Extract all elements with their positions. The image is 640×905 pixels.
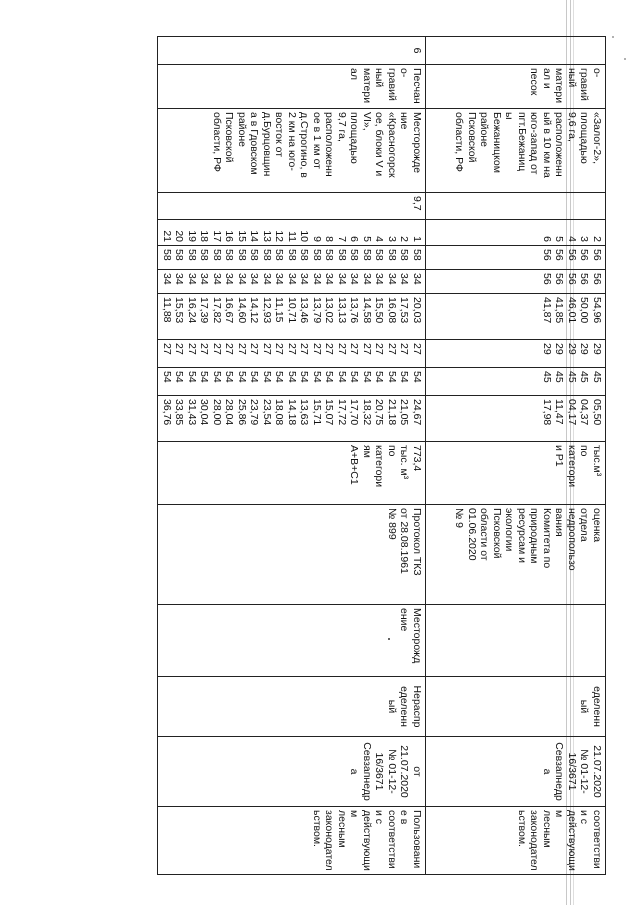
coordinate-value: 58	[261, 249, 273, 261]
coordinate-value: 54	[223, 371, 236, 383]
coordinate-value: 27	[323, 343, 336, 355]
coordinate-value: 56	[578, 249, 591, 261]
coordinate-value: 13,13	[336, 297, 348, 324]
lon-min-cell	[426, 368, 606, 396]
coordinate-value: 34	[273, 273, 286, 285]
coordinate-value: 9	[311, 236, 323, 242]
area-cell: 9,7	[158, 193, 426, 220]
coordinate-value: 58	[398, 249, 411, 261]
coordinate-value: 58	[161, 249, 173, 261]
coordinate-value: 34	[173, 273, 186, 285]
reserves-cell: тыс.м³ по категори и Р1	[426, 442, 606, 505]
lat-min-cell	[158, 270, 426, 294]
use-cell: соответствии с действующим лесным законодательством.	[426, 807, 606, 875]
coordinate-value: 27	[298, 343, 311, 355]
coordinate-value: 17,98	[541, 399, 553, 426]
lon-deg-cell	[426, 340, 606, 368]
coordinate-value: 54	[348, 371, 361, 383]
deposit-cell: Месторожде ние «Красногорск ое, блоки V и VI», площадью 9,7 га, расположенн ое в 1 км от д.Строгино, в 2 км на юго- восток от д.Бурцовщин а в Гдовском районе Псковской области, РФ	[158, 109, 426, 193]
coordinate-value: 16,24	[186, 297, 198, 324]
letter-cell: от 21.07.2020 № 01-12- 16/3671 Севзапнедр а	[158, 737, 426, 807]
coordinate-value: 58	[223, 249, 236, 261]
coordinate-value: 34	[261, 273, 273, 285]
coordinate-value: 16,67	[223, 297, 236, 324]
coordinate-value: 13	[261, 230, 273, 242]
coordinate-value: 56	[553, 273, 566, 285]
coordinate-value: 6	[541, 236, 553, 242]
coordinate-value: 10,71	[286, 297, 298, 324]
coordinate-value: 16,08	[386, 297, 398, 324]
coordinate-value: 54	[286, 371, 298, 383]
lon-deg-cell	[158, 340, 426, 368]
coordinate-value: 14,18	[286, 399, 298, 426]
coordinate-value: 58	[236, 249, 248, 261]
lon-sec-cell	[426, 396, 606, 442]
coordinate-value: 31,43	[186, 399, 198, 426]
scan-speck	[388, 638, 390, 640]
coordinate-value: 54	[161, 371, 173, 383]
coordinate-value: 45	[553, 371, 566, 383]
coordinate-value: 8	[323, 236, 336, 242]
coordinate-value: 54	[273, 371, 286, 383]
coordinate-value: 2	[591, 236, 603, 242]
coordinate-value: 28,04	[223, 399, 236, 426]
coordinate-value: 54	[211, 371, 223, 383]
coordinate-value: 24,67	[411, 399, 423, 426]
coordinate-value: 41,85	[553, 297, 566, 324]
row-number	[426, 37, 606, 65]
coordinate-value: 58	[323, 249, 336, 261]
coordinate-value: 15,50	[373, 297, 386, 324]
assessment-cell: Протокол ТКЗ от 28.08.1961 № 899	[158, 505, 426, 605]
fund-cell: Нераспр еделенн ый	[158, 677, 426, 737]
coordinate-value: 14,58	[361, 297, 373, 324]
object-type-cell: Месторожд ение	[158, 605, 426, 677]
lat-deg-cell	[158, 246, 426, 270]
coordinate-value: 58	[411, 249, 423, 261]
coordinate-value: 46,01	[566, 297, 578, 324]
coordinate-value: 27	[411, 343, 423, 355]
coordinate-value: 34	[311, 273, 323, 285]
coordinate-value: 15	[236, 230, 248, 242]
coordinate-value: 27	[198, 343, 211, 355]
coordinate-value: 34	[323, 273, 336, 285]
coordinate-value: 21	[161, 230, 173, 242]
coordinate-value: 27	[186, 343, 198, 355]
coordinate-value: 58	[373, 249, 386, 261]
coordinate-value: 54	[298, 371, 311, 383]
coordinate-value: 25,86	[236, 399, 248, 426]
coordinate-value: 18,08	[273, 399, 286, 426]
coordinate-value: 27	[273, 343, 286, 355]
coordinate-value: 16	[223, 230, 236, 242]
coordinate-value: 13,79	[311, 297, 323, 324]
coordinate-value: 27	[236, 343, 248, 355]
lat-sec-cell	[426, 294, 606, 340]
coordinate-value: 27	[348, 343, 361, 355]
coordinate-value: 30,04	[198, 399, 211, 426]
coordinate-value: 50,00	[578, 297, 591, 324]
coordinate-value: 11,15	[273, 297, 286, 323]
coordinate-value: 34	[248, 273, 261, 285]
coordinate-value: 14,60	[236, 297, 248, 324]
coordinate-value: 27	[361, 343, 373, 355]
mineral-cell: Песчан о- гравий ный матери ал	[158, 65, 426, 109]
coordinate-value: 13,46	[298, 297, 311, 324]
coordinate-value: 18	[198, 230, 211, 242]
points-cell	[426, 220, 606, 246]
coordinate-value: 17	[211, 230, 223, 242]
coordinate-value: 05,50	[591, 399, 603, 426]
coordinate-value: 29	[578, 343, 591, 355]
coordinate-value: 17,72	[336, 399, 348, 426]
coordinate-value: 34	[361, 273, 373, 285]
coordinate-value: 29	[566, 343, 578, 355]
coordinate-value: 29	[541, 343, 553, 355]
coordinate-value: 34	[286, 273, 298, 285]
coordinate-value: 41,87	[541, 297, 553, 324]
coordinate-value: 34	[373, 273, 386, 285]
coordinate-value: 54	[236, 371, 248, 383]
coordinate-value: 21,18	[386, 399, 398, 426]
table-row	[426, 37, 606, 875]
coordinate-value: 58	[273, 249, 286, 261]
coordinate-value: 45	[591, 371, 603, 383]
coordinate-value: 14,12	[248, 297, 261, 324]
coordinate-value: 10	[298, 230, 311, 242]
coordinate-value: 34	[161, 273, 173, 285]
coordinate-value: 7	[336, 236, 348, 242]
coordinate-value: 6	[348, 236, 361, 242]
coordinate-value: 19	[186, 230, 198, 242]
coordinate-value: 20	[173, 230, 186, 242]
coordinate-value: 54,96	[591, 297, 603, 324]
coordinate-value: 58	[248, 249, 261, 261]
coordinate-value: 34	[348, 273, 361, 285]
coordinate-value: 56	[541, 273, 553, 285]
coordinate-value: 27	[311, 343, 323, 355]
coordinate-value: 27	[286, 343, 298, 355]
coordinate-value: 27	[336, 343, 348, 355]
coordinate-value: 20,75	[373, 399, 386, 426]
coordinate-value: 58	[336, 249, 348, 261]
coordinate-value: 54	[323, 371, 336, 383]
coordinate-value: 20,03	[411, 297, 423, 324]
coordinate-value: 17,70	[348, 399, 361, 426]
coordinate-value: 34	[336, 273, 348, 285]
area-cell	[426, 193, 606, 220]
coordinate-value: 27	[223, 343, 236, 355]
coordinate-value: 29	[553, 343, 566, 355]
coordinate-value: 54	[311, 371, 323, 383]
coordinate-value: 27	[211, 343, 223, 355]
coordinate-value: 34	[236, 273, 248, 285]
coordinate-value: 56	[591, 249, 603, 261]
lat-deg-cell	[426, 246, 606, 270]
row-number: 6	[158, 37, 426, 65]
coordinate-value: 54	[261, 371, 273, 383]
coordinate-value: 58	[298, 249, 311, 261]
letter-cell: 21.07.2020 № 01-12- 16/3671 Севзапнедр а	[426, 737, 606, 807]
coordinate-value: 58	[198, 249, 211, 261]
assessment-cell: оценка отдела недропользо вания Комитета по природным ресурсам и экологии Псковской области от 01.06.2020 № 9	[426, 505, 606, 605]
coordinate-value: 4	[373, 236, 386, 242]
coordinate-value: 54	[173, 371, 186, 383]
coordinate-value: 29	[591, 343, 603, 355]
coordinate-value: 11,88	[161, 297, 173, 323]
coordinate-value: 58	[361, 249, 373, 261]
coordinate-value: 54	[248, 371, 261, 383]
coordinate-value: 15,53	[173, 297, 186, 324]
coordinate-value: 56	[591, 273, 603, 285]
coordinate-value: 13,63	[298, 399, 311, 426]
coordinate-value: 27	[386, 343, 398, 355]
coordinate-value: 34	[186, 273, 198, 285]
coordinate-value: 5	[553, 236, 566, 242]
coordinate-value: 27	[373, 343, 386, 355]
coordinate-value: 58	[348, 249, 361, 261]
coordinate-value: 54	[186, 371, 198, 383]
coordinate-value: 56	[553, 249, 566, 261]
coordinate-value: 27	[398, 343, 411, 355]
coordinate-value: 54	[198, 371, 211, 383]
coordinate-value: 4	[566, 236, 578, 242]
coordinate-value: 18,32	[361, 399, 373, 426]
object-type-cell	[426, 605, 606, 677]
deposit-cell: «Залог-2», площадью 9,6 га, расположенн ый в 10 км на юго-запад от пгт.Бежаниц ы Бежаницком районе Псковской области, РФ	[426, 109, 606, 193]
points-cell	[158, 220, 426, 246]
coordinate-value: 3	[386, 236, 398, 242]
table-row	[158, 37, 426, 875]
coordinate-value: 45	[578, 371, 591, 383]
reserves-cell: 773,4 тыс. м³ по категори ям А+В+С1	[158, 442, 426, 505]
coordinate-value: 15,07	[323, 399, 336, 426]
coordinate-value: 33,85	[173, 399, 186, 426]
coordinate-value: 34	[211, 273, 223, 285]
coordinate-value: 54	[398, 371, 411, 383]
coordinate-value: 5	[361, 236, 373, 242]
coordinate-value: 56	[541, 249, 553, 261]
coordinate-value: 56	[566, 249, 578, 261]
lon-sec-cell	[158, 396, 426, 442]
coordinate-value: 14	[248, 230, 261, 242]
coordinate-value: 13,76	[348, 297, 361, 324]
coordinate-value: 17,53	[398, 297, 411, 324]
coordinate-value: 58	[211, 249, 223, 261]
coordinate-value: 11	[286, 231, 298, 242]
coordinate-value: 34	[386, 273, 398, 285]
coordinate-value: 45	[541, 371, 553, 383]
coordinate-value: 11,47	[553, 399, 566, 425]
coordinate-value: 54	[361, 371, 373, 383]
coordinate-value: 58	[286, 249, 298, 261]
lat-sec-cell	[158, 294, 426, 340]
coordinate-value: 2	[398, 236, 411, 242]
coordinate-value: 58	[173, 249, 186, 261]
coordinate-value: 34	[223, 273, 236, 285]
coordinate-value: 58	[386, 249, 398, 261]
coordinate-value: 27	[173, 343, 186, 355]
coordinate-value: 58	[186, 249, 198, 261]
coordinate-value: 27	[261, 343, 273, 355]
coordinate-value: 34	[198, 273, 211, 285]
coordinate-value: 34	[298, 273, 311, 285]
coordinate-value: 13,02	[323, 297, 336, 324]
coordinate-value: 27	[161, 343, 173, 355]
register-table	[158, 36, 607, 875]
coordinate-value: 54	[373, 371, 386, 383]
lon-min-cell	[158, 368, 426, 396]
coordinate-value: 3	[578, 236, 591, 242]
coordinate-value: 27	[248, 343, 261, 355]
fund-cell: еделенн ый	[426, 677, 606, 737]
coordinate-value: 23,79	[248, 399, 261, 426]
coordinate-value: 15,71	[311, 399, 323, 426]
coordinate-value: 23,54	[261, 399, 273, 426]
coordinate-value: 54	[386, 371, 398, 383]
coordinate-value: 36,76	[161, 399, 173, 426]
coordinate-value: 56	[566, 273, 578, 285]
coordinate-value: 04,17	[566, 399, 578, 426]
coordinate-value: 45	[566, 371, 578, 383]
coordinate-value: 17,82	[211, 297, 223, 324]
use-cell: Пользование в соответствии с действующим лесным законодательством.	[158, 807, 426, 875]
coordinate-value: 54	[336, 371, 348, 383]
coordinate-value: 12	[273, 230, 286, 242]
coordinate-value: 56	[578, 273, 591, 285]
coordinate-value: 1	[411, 236, 423, 242]
coordinate-value: 17,39	[198, 297, 211, 324]
coordinate-value: 34	[411, 273, 423, 285]
coordinate-value: 34	[398, 273, 411, 285]
coordinate-value: 28,00	[211, 399, 223, 426]
lat-min-cell	[426, 270, 606, 294]
coordinate-value: 58	[311, 249, 323, 261]
coordinate-value: 12,93	[261, 297, 273, 324]
coordinate-value: 21,05	[398, 399, 411, 426]
mineral-cell: о- гравий ный матери ал и песок	[426, 65, 606, 109]
coordinate-value: 54	[411, 371, 423, 383]
coordinate-value: 04,37	[578, 399, 591, 426]
